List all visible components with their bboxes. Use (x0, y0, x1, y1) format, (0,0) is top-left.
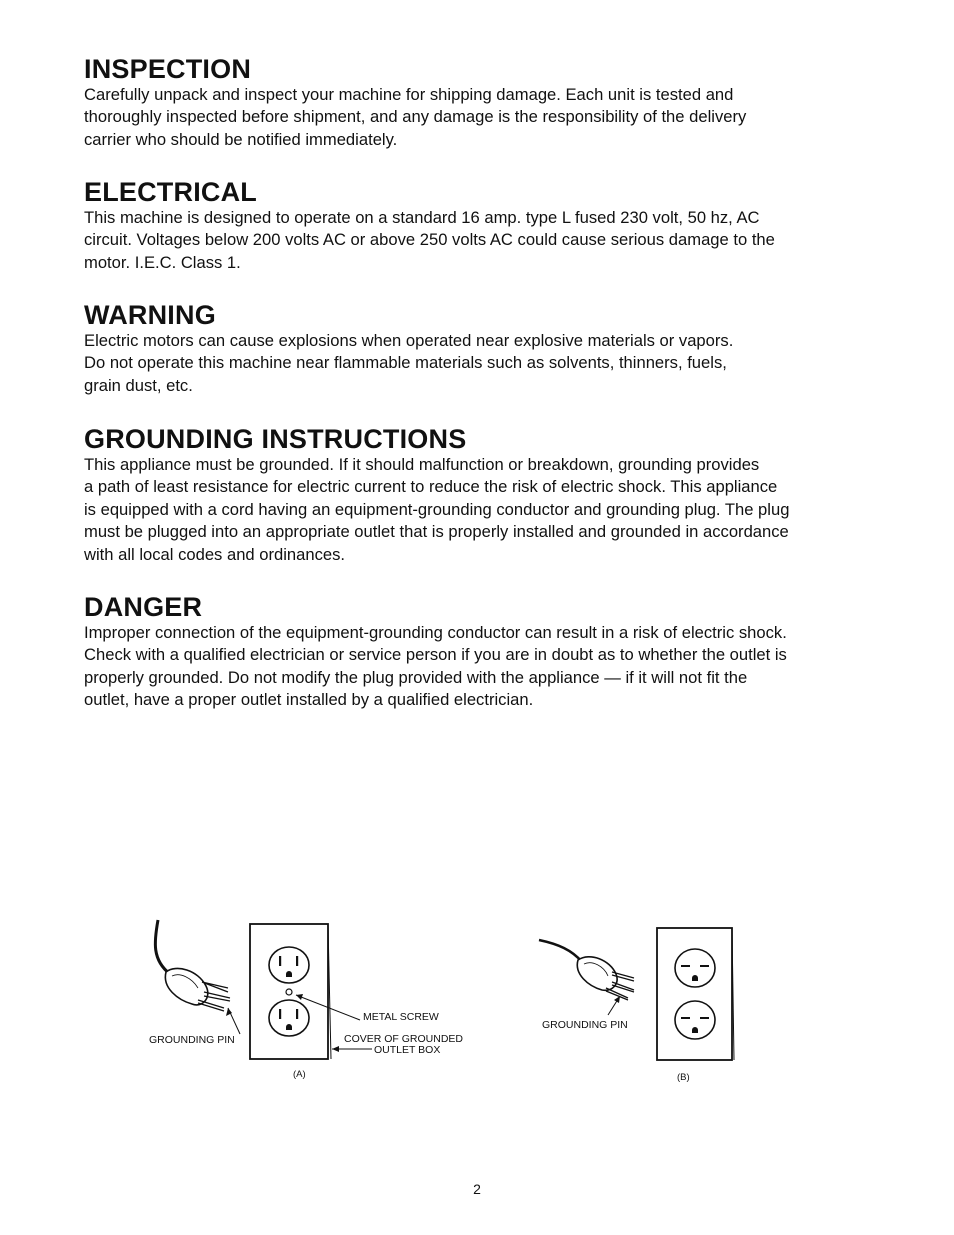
label-outlet-box: OUTLET BOX (374, 1044, 441, 1056)
page-number: 2 (473, 1181, 481, 1197)
body-line: a path of least resistance for electric current to reduce the risk of electric shock. This appliance (84, 477, 778, 497)
section-inspection (84, 54, 884, 151)
section-warning (84, 300, 884, 397)
label-cover-of-grounded: COVER OF GROUNDED (344, 1033, 464, 1045)
label-grounding-pin-a: GROUNDING PIN (149, 1034, 235, 1046)
body-line: motor. I.E.C. Class 1. (84, 252, 241, 272)
figure-a-grounded-outlet (140, 912, 480, 1084)
heading-warning: WARNING (84, 300, 216, 330)
body-line: grain dust, etc. (84, 375, 193, 395)
body-line: thoroughly inspected before shipment, and any damage is the responsibility of the delivery (84, 107, 747, 127)
caption-b: (B) (677, 1072, 690, 1083)
heading-grounding-instructions: GROUNDING INSTRUCTIONS (84, 424, 467, 454)
label-metal-screw: METAL SCREW (363, 1011, 439, 1023)
body-line: Do not operate this machine near flammable materials such as solvents, thinners, fuels, (84, 353, 727, 373)
body-line: Electric motors can cause explosions when operated near explosive materials or vapors. (84, 331, 734, 350)
section-electrical (84, 177, 884, 274)
receptacle-bottom-icon (269, 1000, 309, 1036)
body-line: with all local codes and ordinances. (84, 544, 346, 564)
body-line: This machine is designed to operate on a standard 16 amp. type L fused 230 volt, 50 hz, AC (84, 208, 760, 227)
receptacle-top-icon (675, 949, 715, 987)
power-cord (155, 920, 170, 974)
body-line: properly grounded. Do not modify the plug provided with the appliance — if it will not fit the (84, 667, 748, 687)
label-grounding-pin-b: GROUNDING PIN (542, 1019, 628, 1031)
body-line: outlet, have a proper outlet installed by a qualified electrician. (84, 690, 534, 710)
body-line: carrier who should be notified immediately. (84, 129, 398, 149)
heading-electrical: ELECTRICAL (84, 177, 257, 207)
outlet-cover-plate (657, 928, 734, 1060)
figure-b-three-hole-outlet (536, 920, 746, 1088)
receptacle-top-icon (269, 947, 309, 983)
body-line: Improper connection of the equipment-grounding conductor can result in a risk of electric shock. (84, 623, 787, 642)
metal-screw-icon (286, 989, 292, 995)
heading-danger: DANGER (84, 592, 203, 622)
plug-icon (165, 968, 230, 1011)
receptacle-bottom-icon (675, 1001, 715, 1039)
section-danger (84, 592, 884, 712)
body-line: is equipped with a cord having an equipment-grounding conductor and grounding plug. The plug (84, 499, 790, 519)
body-line: Carefully unpack and inspect your machine for shipping damage. Each unit is tested and (84, 85, 734, 104)
caption-a: (A) (293, 1069, 306, 1080)
heading-inspection: INSPECTION (84, 54, 252, 84)
plug-icon (577, 957, 634, 1000)
body-line: circuit. Voltages below 200 volts AC or above 250 volts AC could cause serious damage to the (84, 230, 775, 250)
body-line: Check with a qualified electrician or service person if you are in doubt as to whether the outlet is (84, 645, 787, 665)
section-grounding-instructions (84, 424, 884, 566)
power-cord (539, 940, 582, 962)
body-line: must be plugged into an appropriate outlet that is properly installed and grounded in accordance (84, 522, 789, 542)
body-line: This appliance must be grounded. If it should malfunction or breakdown, grounding provides (84, 455, 760, 474)
